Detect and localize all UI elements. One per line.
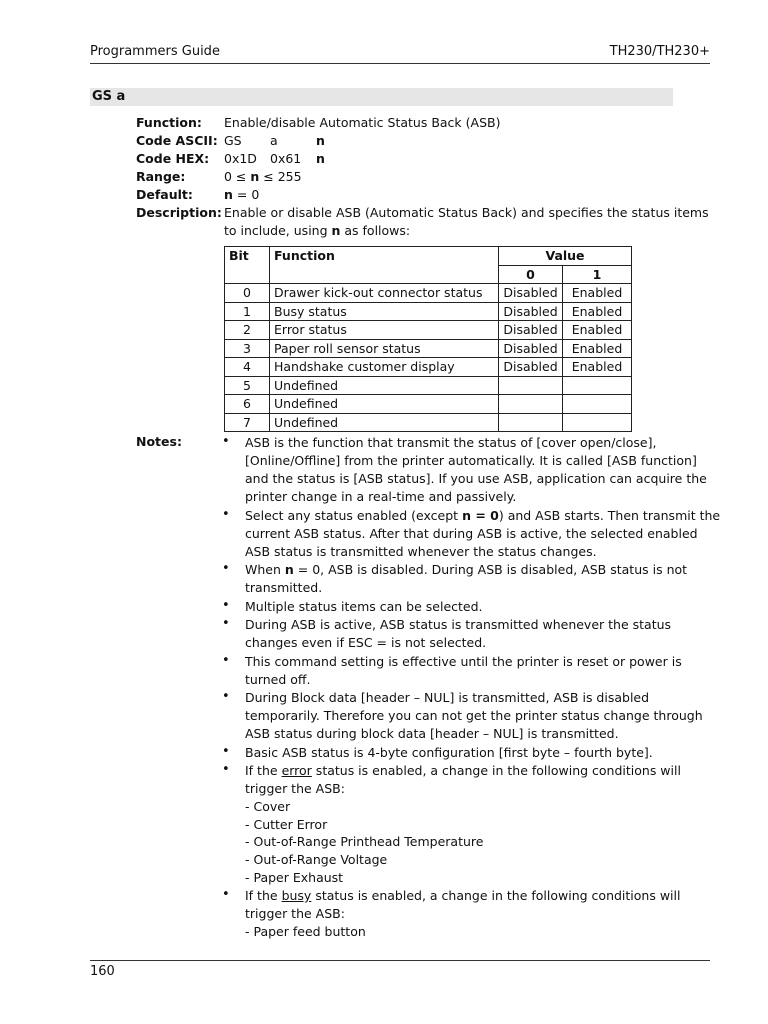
col-header-value: Value	[499, 247, 632, 266]
code-ascii-1: a	[270, 133, 278, 148]
header-divider	[90, 63, 710, 64]
code-ascii-2: n	[316, 133, 325, 148]
cell-v0: Disabled	[499, 339, 563, 358]
table-row	[225, 339, 632, 358]
cell-v1: Enabled	[563, 339, 632, 358]
cell-bit: 0	[225, 284, 270, 303]
cell-v0	[499, 395, 563, 414]
note-line: Basic ASB status is 4-byte configuration [first byte – fourth byte].	[245, 745, 653, 760]
note-line: and the status is [ASB status]. If you use ASB, application can acquire the	[245, 471, 707, 486]
note-text: If the	[245, 763, 282, 778]
note-subitem: - Out-of-Range Voltage	[245, 852, 388, 867]
cell-v1: Enabled	[563, 284, 632, 303]
cell-v1	[563, 413, 632, 432]
cell-bit: 2	[225, 321, 270, 340]
cell-function: Undefined	[270, 376, 499, 395]
notes-label: Notes:	[136, 434, 182, 449]
description-line2: to include, using n as follows:	[224, 223, 411, 238]
cell-v1: Enabled	[563, 358, 632, 377]
cell-function: Undefined	[270, 395, 499, 414]
field-label: Code HEX:	[136, 151, 210, 166]
cell-function: Error status	[270, 321, 499, 340]
table-row	[225, 395, 632, 414]
cell-v1	[563, 395, 632, 414]
note-text: = 0, ASB is disabled. During ASB is disabled, ASB status is not	[293, 562, 688, 577]
note-line: [Online/Offline] from the printer automatically. It is called [ASB function]	[245, 453, 697, 468]
header-title: Programmers Guide	[90, 44, 220, 59]
field-label: Description:	[136, 205, 222, 220]
note-line: Multiple status items can be selected.	[245, 599, 483, 614]
field-value: 0 ≤ n ≤ 255	[224, 169, 302, 184]
note-line: During Block data [header – NUL] is transmitted, ASB is disabled	[245, 690, 650, 705]
bullet-icon: •	[222, 762, 230, 777]
note-subitem: - Paper feed button	[245, 924, 366, 939]
note-line: printer change in a real-time and passively.	[245, 489, 517, 504]
bullet-icon: •	[222, 653, 230, 668]
cell-v1	[563, 376, 632, 395]
col-header-function: Function	[270, 247, 499, 284]
note-underline: error	[281, 763, 312, 778]
bullet-icon: •	[222, 744, 230, 759]
table-row	[225, 376, 632, 395]
cell-function: Drawer kick-out connector status	[270, 284, 499, 303]
note-line: current ASB status. After that during ASB is active, the selected enabled	[245, 526, 698, 541]
field-label: Function:	[136, 115, 202, 130]
note-line: temporarily. Therefore you can not get the printer status change through	[245, 708, 703, 723]
footer-divider	[90, 960, 710, 961]
cell-v0: Disabled	[499, 321, 563, 340]
page-number: 160	[90, 964, 115, 979]
field-value: n = 0	[224, 187, 260, 202]
cell-v0: Disabled	[499, 358, 563, 377]
bullet-icon: •	[222, 507, 230, 522]
cell-bit: 4	[225, 358, 270, 377]
note-subitem: - Cover	[245, 799, 291, 814]
cell-bit: 6	[225, 395, 270, 414]
col-header-v0: 0	[499, 265, 563, 284]
table-row	[225, 321, 632, 340]
bullet-icon: •	[222, 689, 230, 704]
table-row	[225, 302, 632, 321]
field-value: Enable/disable Automatic Status Back (ASB)	[224, 115, 501, 130]
note-line: ASB status is transmitted whenever the status changes.	[245, 544, 597, 559]
table-row	[225, 284, 632, 303]
note-line: changes even if ESC = is not selected.	[245, 635, 487, 650]
page-header	[90, 44, 710, 62]
cell-v0: Disabled	[499, 284, 563, 303]
col-header-v1: 1	[563, 265, 632, 284]
note-text: status is enabled, a change in the following conditions will	[311, 888, 681, 903]
note-line	[245, 507, 720, 525]
field-value: Enable or disable ASB (Automatic Status Back) and specifies the status items	[224, 205, 709, 220]
note-line: During ASB is active, ASB status is transmitted whenever the status	[245, 617, 672, 632]
command-heading-bar	[90, 88, 673, 106]
bullet-icon: •	[222, 434, 230, 449]
bullet-icon: •	[222, 561, 230, 576]
note-line: trigger the ASB:	[245, 781, 345, 796]
note-line: ASB status during block data [header – NUL] is transmitted.	[245, 726, 619, 741]
code-ascii-0: GS	[224, 133, 242, 148]
field-label: Code ASCII:	[136, 133, 218, 148]
note-bold: n = 0	[462, 508, 499, 523]
cell-function: Busy status	[270, 302, 499, 321]
note-subitem: - Out-of-Range Printhead Temperature	[245, 834, 484, 849]
code-hex-0: 0x1D	[224, 151, 257, 166]
cell-v1: Enabled	[563, 321, 632, 340]
note-subitem: - Paper Exhaust	[245, 870, 344, 885]
cell-bit: 5	[225, 376, 270, 395]
field-label: Range:	[136, 169, 186, 184]
note-text: If the	[245, 888, 282, 903]
note-bold: n	[284, 562, 294, 577]
note-underline: busy	[281, 888, 312, 903]
note-line: ASB is the function that transmit the status of [cover open/close],	[245, 435, 657, 450]
cell-v0	[499, 376, 563, 395]
note-line: turned off.	[245, 672, 311, 687]
cell-function: Handshake customer display	[270, 358, 499, 377]
cell-v1: Enabled	[563, 302, 632, 321]
note-line: This command setting is effective until the printer is reset or power is	[245, 654, 682, 669]
table-row	[225, 358, 632, 377]
bullet-icon: •	[222, 616, 230, 631]
note-text: Select any status enabled (except	[245, 508, 463, 523]
header-model: TH230/TH230+	[609, 44, 710, 59]
asb-bit-table	[224, 246, 632, 432]
cell-bit: 1	[225, 302, 270, 321]
note-line: transmitted.	[245, 580, 323, 595]
note-text: ) and ASB starts. Then transmit the	[498, 508, 721, 523]
note-text: status is enabled, a change in the following conditions will	[311, 763, 681, 778]
command-name: GS a	[92, 89, 126, 104]
note-line	[245, 561, 687, 579]
cell-v0	[499, 413, 563, 432]
note-subitem: - Cutter Error	[245, 817, 328, 832]
bullet-icon: •	[222, 598, 230, 613]
code-hex-1: 0x61	[270, 151, 302, 166]
note-text: When	[245, 562, 285, 577]
cell-bit: 3	[225, 339, 270, 358]
col-header-bit: Bit	[225, 247, 270, 284]
note-line: trigger the ASB:	[245, 906, 345, 921]
table-row	[225, 413, 632, 432]
bullet-icon: •	[222, 887, 230, 902]
cell-v0: Disabled	[499, 302, 563, 321]
cell-bit: 7	[225, 413, 270, 432]
note-line	[245, 762, 681, 780]
code-hex-2: n	[316, 151, 325, 166]
cell-function: Undefined	[270, 413, 499, 432]
field-label: Default:	[136, 187, 193, 202]
note-line	[245, 887, 680, 905]
cell-function: Paper roll sensor status	[270, 339, 499, 358]
